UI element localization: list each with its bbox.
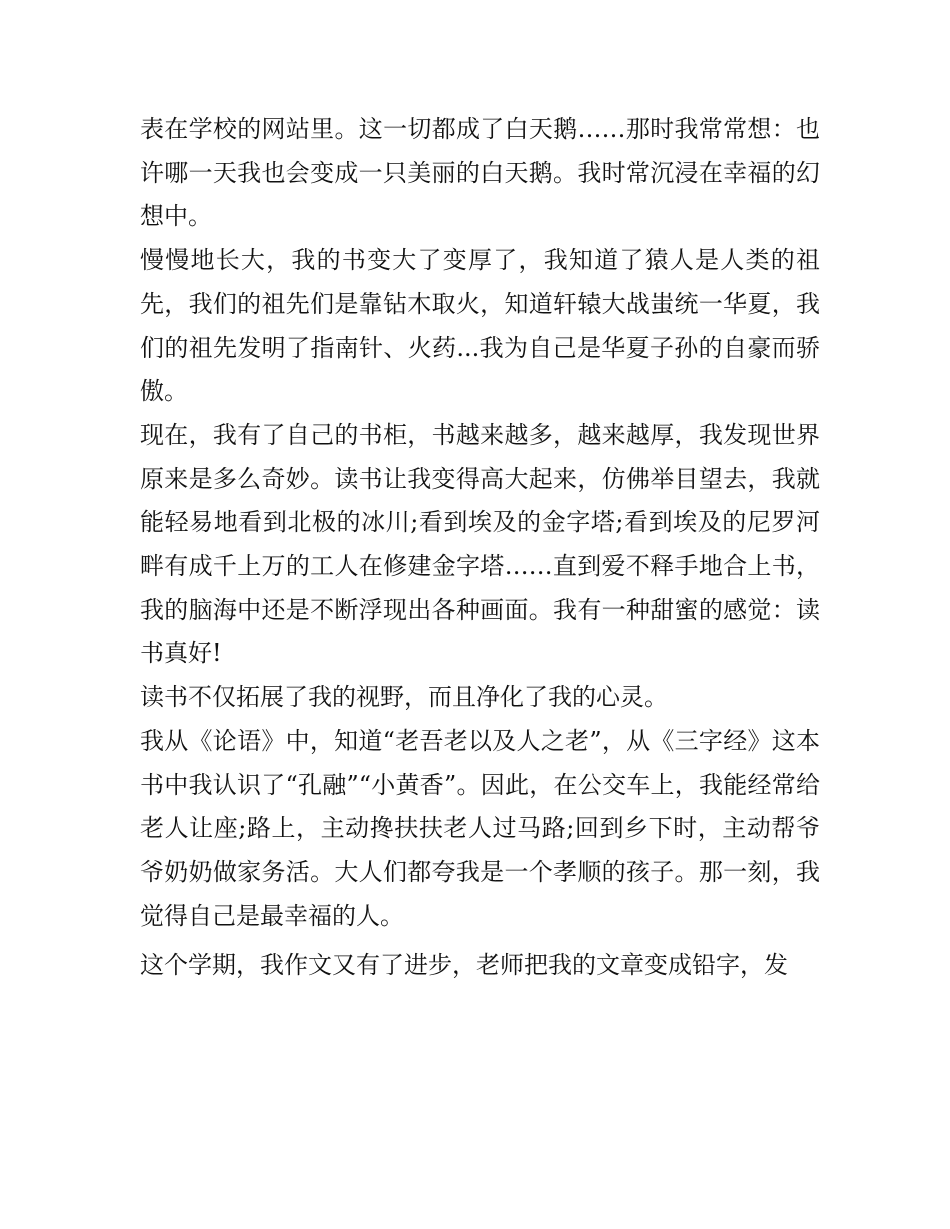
paragraph-horizons: 读书不仅拓展了我的视野，而且净化了我的心灵。 <box>140 683 668 712</box>
paragraph-bookshelf: 现在，我有了自己的书柜，书越来越多，越来越厚，我发现世界原来是多么奇妙。读书让我变得高大起来，仿佛举目望去，我就能轻易地看到北极的冰川;看到埃及的金字塔;看到埃及的尼罗河畔有成千上万的工人在修建金字塔……直到爱不释手地合上书，我的脑海中还是不断浮现出各种画面。我有一种甜蜜的感觉：读书真好! <box>140 420 820 668</box>
paragraph-swan-dream: 表在学校的网站里。这一切都成了白天鹅……那时我常常想：也许哪一天我也会变成一只美丽的白天鹅。我时常沉浸在幸福的幻想中。 <box>140 115 820 231</box>
paragraph-analects: 我从《论语》中，知道“老吾老以及人之老”，从《三字经》这本书中我认识了“孔融”“小黄香”。因此，在公交车上，我能经常给老人让座;路上，主动搀扶扶老人过马路;回到乡下时，主动帮爷爷奶奶做家务活。大人们都夸我是一个孝顺的孩子。那一刻，我觉得自己是最幸福的人。 <box>140 726 820 930</box>
body-text <box>140 108 820 988</box>
paragraph-this-term: 这个学期，我作文又有了进步，老师把我的文章变成铅字，发 <box>140 951 788 980</box>
paragraph-ancestors: 慢慢地长大，我的书变大了变厚了，我知道了猿人是人类的祖先，我们的祖先们是靠钻木取火，知道轩辕大战蚩统一华夏，我们的祖先发明了指南针、火药...我为自己是华夏子孙的自豪而骄傲。 <box>140 246 820 406</box>
